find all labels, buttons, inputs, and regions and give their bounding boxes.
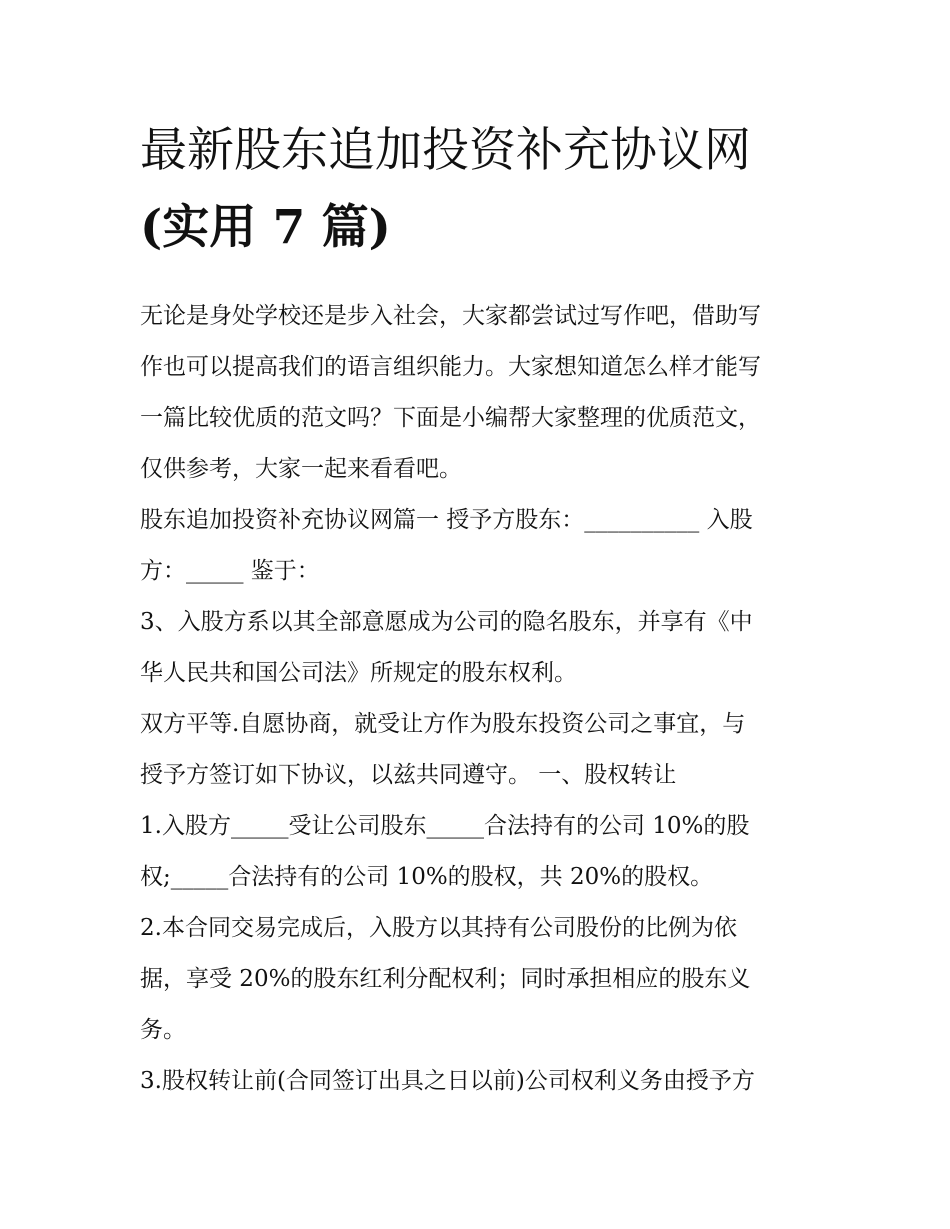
- intro-paragraph: [140, 291, 820, 495]
- clause-3-line-2: 华人民共和国公司法》所规定的股东权利。: [140, 660, 577, 686]
- transfer-clause-2-line-3: 务。: [140, 1017, 186, 1043]
- clause-3-line-1: 3、入股方系以其全部意愿成为公司的隐名股东，并享有《中: [140, 609, 753, 635]
- clause-3-paragraph: [140, 597, 820, 699]
- transfer-clause-3-line-1: 3.股权转让前(合同签订出具之日以前)公司权利义务由授予方: [140, 1068, 755, 1094]
- intro-line-1: 无论是身处学校还是步入社会，大家都尝试过写作吧，借助写: [140, 303, 761, 329]
- transfer-clause-2-line-2: 据，享受 20%的股东红利分配权利；同时承担相应的股东义: [140, 966, 751, 992]
- transfer-clause-1-line-2: 权;_____合法持有的公司 10%的股权，共 20%的股权。: [140, 864, 714, 890]
- intro-line-3: 一篇比较优质的范文吗？下面是小编帮大家整理的优质范文，: [140, 405, 761, 431]
- consultation-line-2: 授予方签订如下协议，以兹共同遵守。 一、股权转让: [140, 762, 677, 788]
- agreement-heading-line-1: 股东追加投资补充协议网篇一 授予方股东：__________ 入股: [140, 507, 753, 533]
- transfer-clause-1-paragraph: [140, 801, 820, 903]
- document-title-line-2: (实用 7 篇): [140, 200, 391, 255]
- transfer-clause-2-paragraph: [140, 903, 820, 1056]
- agreement-heading-line-2: 方：_____ 鉴于：: [140, 558, 320, 584]
- document-title-line-1: 最新股东追加投资补充协议网: [140, 123, 751, 178]
- agreement-heading-paragraph: [140, 495, 820, 597]
- transfer-clause-1-line-1: 1.入股方_____受让公司股东_____合法持有的公司 10%的股: [140, 813, 750, 839]
- consultation-paragraph: [140, 699, 820, 801]
- intro-line-4: 仅供参考，大家一起来看看吧。: [140, 456, 462, 482]
- transfer-clause-2-line-1: 2.本合同交易完成后，入股方以其持有公司股份的比例为依: [140, 915, 737, 941]
- consultation-line-1: 双方平等.自愿协商，就受让方作为股东投资公司之事宜，与: [140, 711, 746, 737]
- document-body: [140, 291, 820, 1107]
- transfer-clause-3-paragraph: [140, 1056, 820, 1107]
- document-page: [140, 112, 820, 1107]
- document-title: [140, 112, 820, 266]
- intro-line-2: 作也可以提高我们的语言组织能力。大家想知道怎么样才能写: [140, 354, 761, 380]
